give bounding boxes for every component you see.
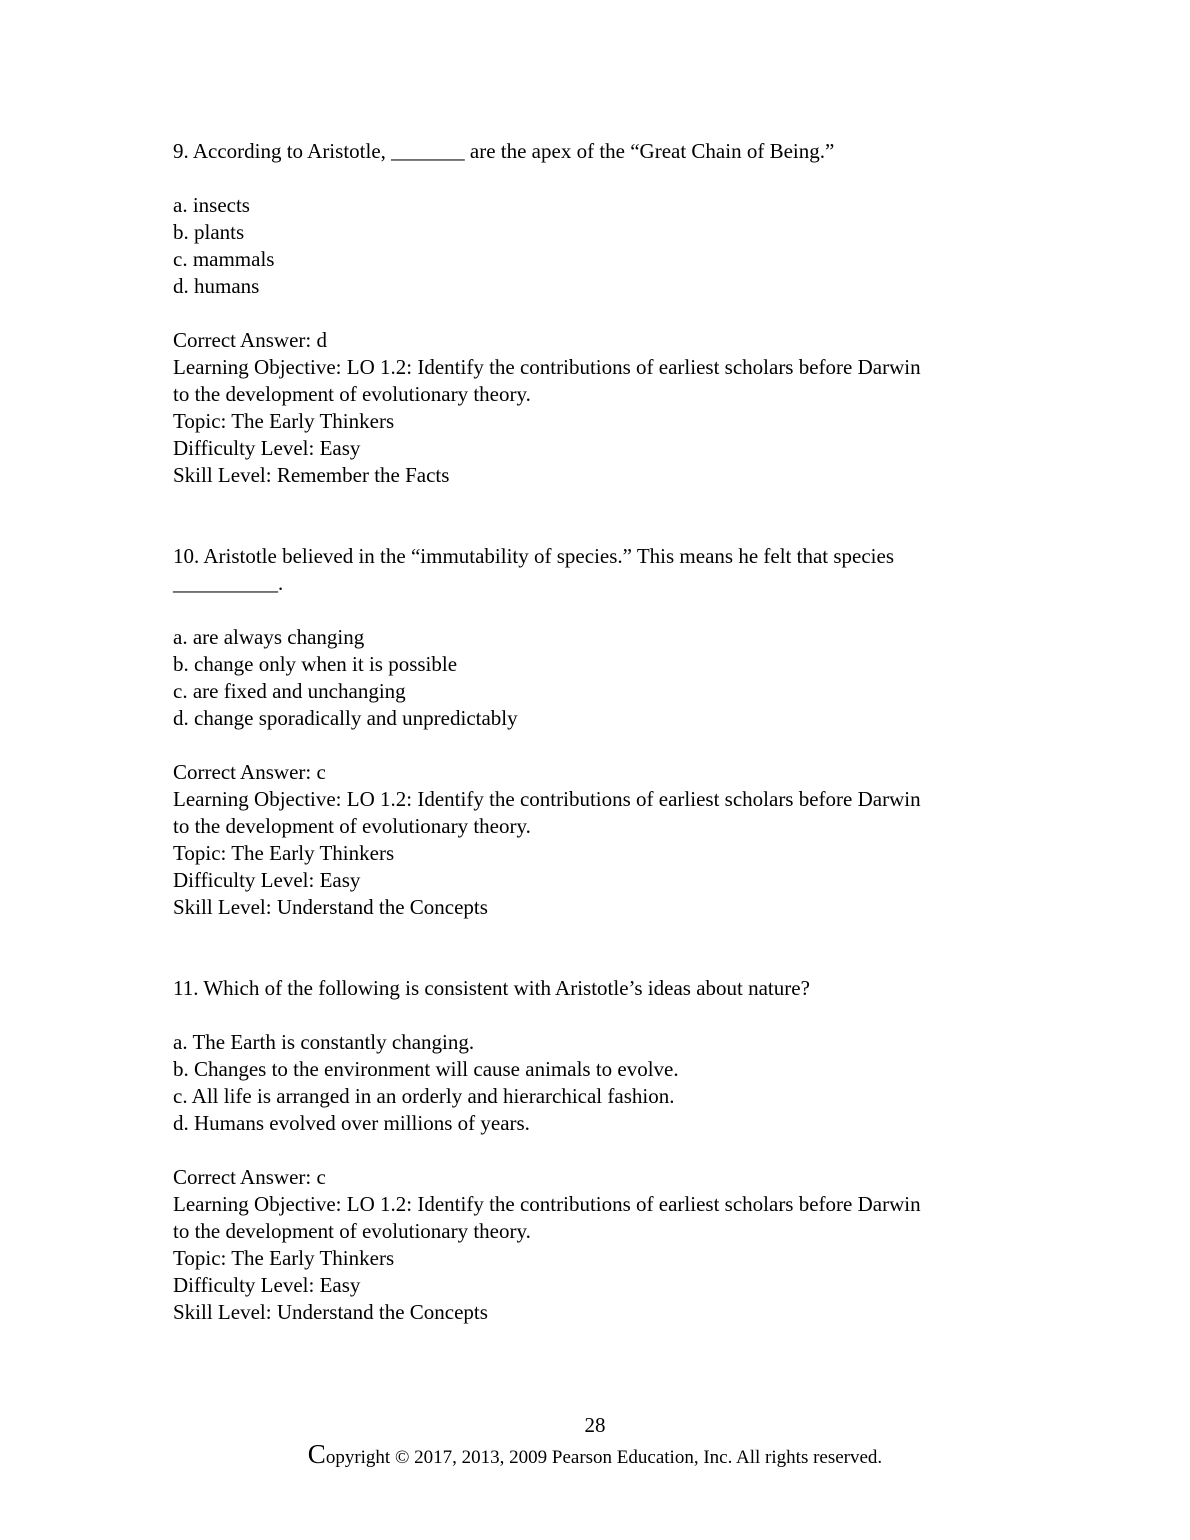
answer-option-c: c. mammals [173,247,275,271]
stem-line: 9. According to Aristotle, _______ are the apex of the “Great Chain of Being.” [173,139,835,163]
page-footer [0,1412,1190,1473]
copyright-initial: C [307,1439,326,1469]
meta-difficulty: Difficulty Level: Easy [173,868,361,892]
meta-learning-objective-cont: to the development of evolutionary theory. [173,1219,531,1243]
question-block-9 [173,138,1018,489]
meta-correct-answer: Correct Answer: d [173,328,327,352]
meta-learning-objective: Learning Objective: LO 1.2: Identify the contributions of earliest scholars before Darwin [173,787,921,811]
question-meta [173,759,1018,921]
question-block-10 [173,543,1018,921]
stem-line: 10. Aristotle believed in the “immutability of species.” This means he felt that species [173,544,895,568]
stem-line: 11. Which of the following is consistent with Aristotle’s ideas about nature? [173,976,810,1000]
page-number: 28 [584,1413,606,1437]
question-stem [173,543,1018,597]
answer-options [173,1029,1018,1137]
copyright-line [0,1439,1190,1473]
stem-line-blank: __________. [173,571,284,595]
copyright-text: opyright © 2017, 2013, 2009 Pearson Education, Inc. All rights reserved. [325,1447,883,1468]
answer-option-d: d. humans [173,274,260,298]
answer-options [173,192,1018,300]
question-stem [173,975,1018,1002]
answer-option-a: a. are always changing [173,625,365,649]
question-block-11 [173,975,1018,1326]
meta-difficulty: Difficulty Level: Easy [173,1273,361,1297]
meta-topic: Topic: The Early Thinkers [173,409,395,433]
question-stem [173,138,1018,165]
meta-skill: Skill Level: Remember the Facts [173,463,450,487]
answer-option-d: d. Humans evolved over millions of years. [173,1111,530,1135]
meta-correct-answer: Correct Answer: c [173,1165,326,1189]
answer-option-b: b. Changes to the environment will cause animals to evolve. [173,1057,679,1081]
answer-option-b: b. plants [173,220,245,244]
meta-skill: Skill Level: Understand the Concepts [173,1300,488,1324]
answer-option-b: b. change only when it is possible [173,652,458,676]
question-list [173,138,1018,1380]
meta-learning-objective-cont: to the development of evolutionary theory. [173,382,531,406]
meta-skill: Skill Level: Understand the Concepts [173,895,488,919]
answer-option-d: d. change sporadically and unpredictably [173,706,518,730]
answer-option-a: a. The Earth is constantly changing. [173,1030,475,1054]
answer-option-a: a. insects [173,193,250,217]
meta-topic: Topic: The Early Thinkers [173,841,395,865]
answer-options [173,624,1018,732]
question-meta [173,327,1018,489]
answer-option-c: c. are fixed and unchanging [173,679,406,703]
meta-learning-objective: Learning Objective: LO 1.2: Identify the contributions of earliest scholars before Darwin [173,1192,921,1216]
meta-correct-answer: Correct Answer: c [173,760,326,784]
meta-difficulty: Difficulty Level: Easy [173,436,361,460]
meta-learning-objective: Learning Objective: LO 1.2: Identify the contributions of earliest scholars before Darwin [173,355,921,379]
answer-option-c: c. All life is arranged in an orderly and hierarchical fashion. [173,1084,675,1108]
meta-learning-objective-cont: to the development of evolutionary theory. [173,814,531,838]
meta-topic: Topic: The Early Thinkers [173,1246,395,1270]
question-meta [173,1164,1018,1326]
